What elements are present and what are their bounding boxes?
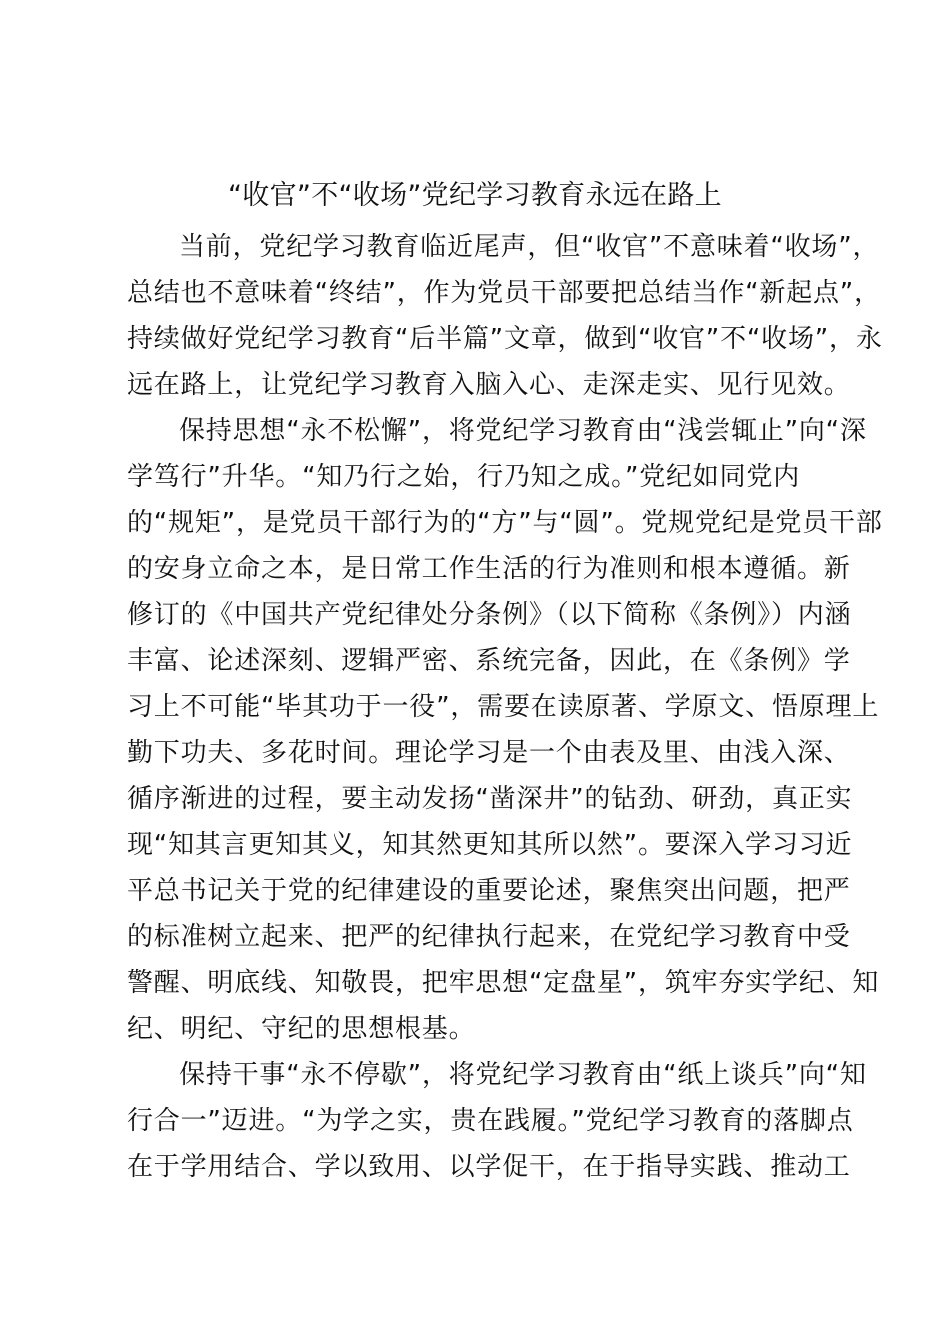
paragraph-2-line-12: 的标准树立起来、把严的纪律执行起来，在党纪学习教育中受 <box>127 922 851 952</box>
paragraph-2-line-10: 现“知其言更知其义，知其然更知其所以然”。要深入学习习近 <box>127 830 853 860</box>
paragraph-3-line-2: 行合一”迈进。“为学之实，贵在践履。”党纪学习教育的落脚点 <box>127 1106 854 1136</box>
paragraph-2-line-9: 循序渐进的过程，要主动发扬“凿深井”的钻劲、研劲，真正实 <box>127 784 853 814</box>
paragraph-2-line-3: 的“规矩”，是党员干部行为的“方”与“圆”。党规党纪是党员干部 <box>127 508 883 538</box>
paragraph-1-line-2: 总结也不意味着“终结”，作为党员干部要把总结当作“新起点”， <box>127 278 881 308</box>
paragraph-2-line-13: 警醒、明底线、知敬畏，把牢思想“定盘星”，筑牢夯实学纪、知 <box>127 968 880 998</box>
paragraph-2-line-4: 的安身立命之本，是日常工作生活的行为准则和根本遵循。新 <box>127 554 851 584</box>
paragraph-1-line-3: 持续做好党纪学习教育“后半篇”文章，做到“收官”不“收场”，永 <box>127 324 883 354</box>
paragraph-2-line-7: 习上不可能“毕其功于一役”，需要在读原著、学原文、悟原理上 <box>127 692 880 722</box>
paragraph-2-line-14: 纪、明纪、守纪的思想根基。 <box>127 1014 476 1044</box>
paragraph-2-line-11: 平总书记关于党的纪律建设的重要论述，聚焦突出问题，把严 <box>127 876 851 906</box>
document-title: “收官”不“收场”党纪学习教育永远在路上 <box>228 180 722 211</box>
paragraph-1-line-4: 远在路上，让党纪学习教育入脑入心、走深走实、见行见效。 <box>127 370 851 400</box>
paragraph-1-line-1: 当前，党纪学习教育临近尾声，但“收官”不意味着“收场”， <box>179 232 880 262</box>
paragraph-2-line-6: 丰富、论述深刻、逻辑严密、系统完备，因此，在《条例》学 <box>127 646 851 676</box>
paragraph-2-line-8: 勤下功夫、多花时间。理论学习是一个由表及里、由浅入深、 <box>127 738 851 768</box>
paragraph-3-line-1: 保持干事“永不停歇”，将党纪学习教育由“纸上谈兵”向“知 <box>179 1060 867 1090</box>
paragraph-2-line-2: 学笃行”升华。“知乃行之始，行乃知之成。”党纪如同党内 <box>127 462 801 492</box>
paragraph-2-line-1: 保持思想“永不松懈”，将党纪学习教育由“浅尝辄止”向“深 <box>179 416 867 446</box>
paragraph-3-line-3: 在于学用结合、学以致用、以学促干，在于指导实践、推动工 <box>127 1152 851 1182</box>
paragraph-2-line-5: 修订的《中国共产党纪律处分条例》（以下简称《条例》）内涵 <box>127 600 852 630</box>
